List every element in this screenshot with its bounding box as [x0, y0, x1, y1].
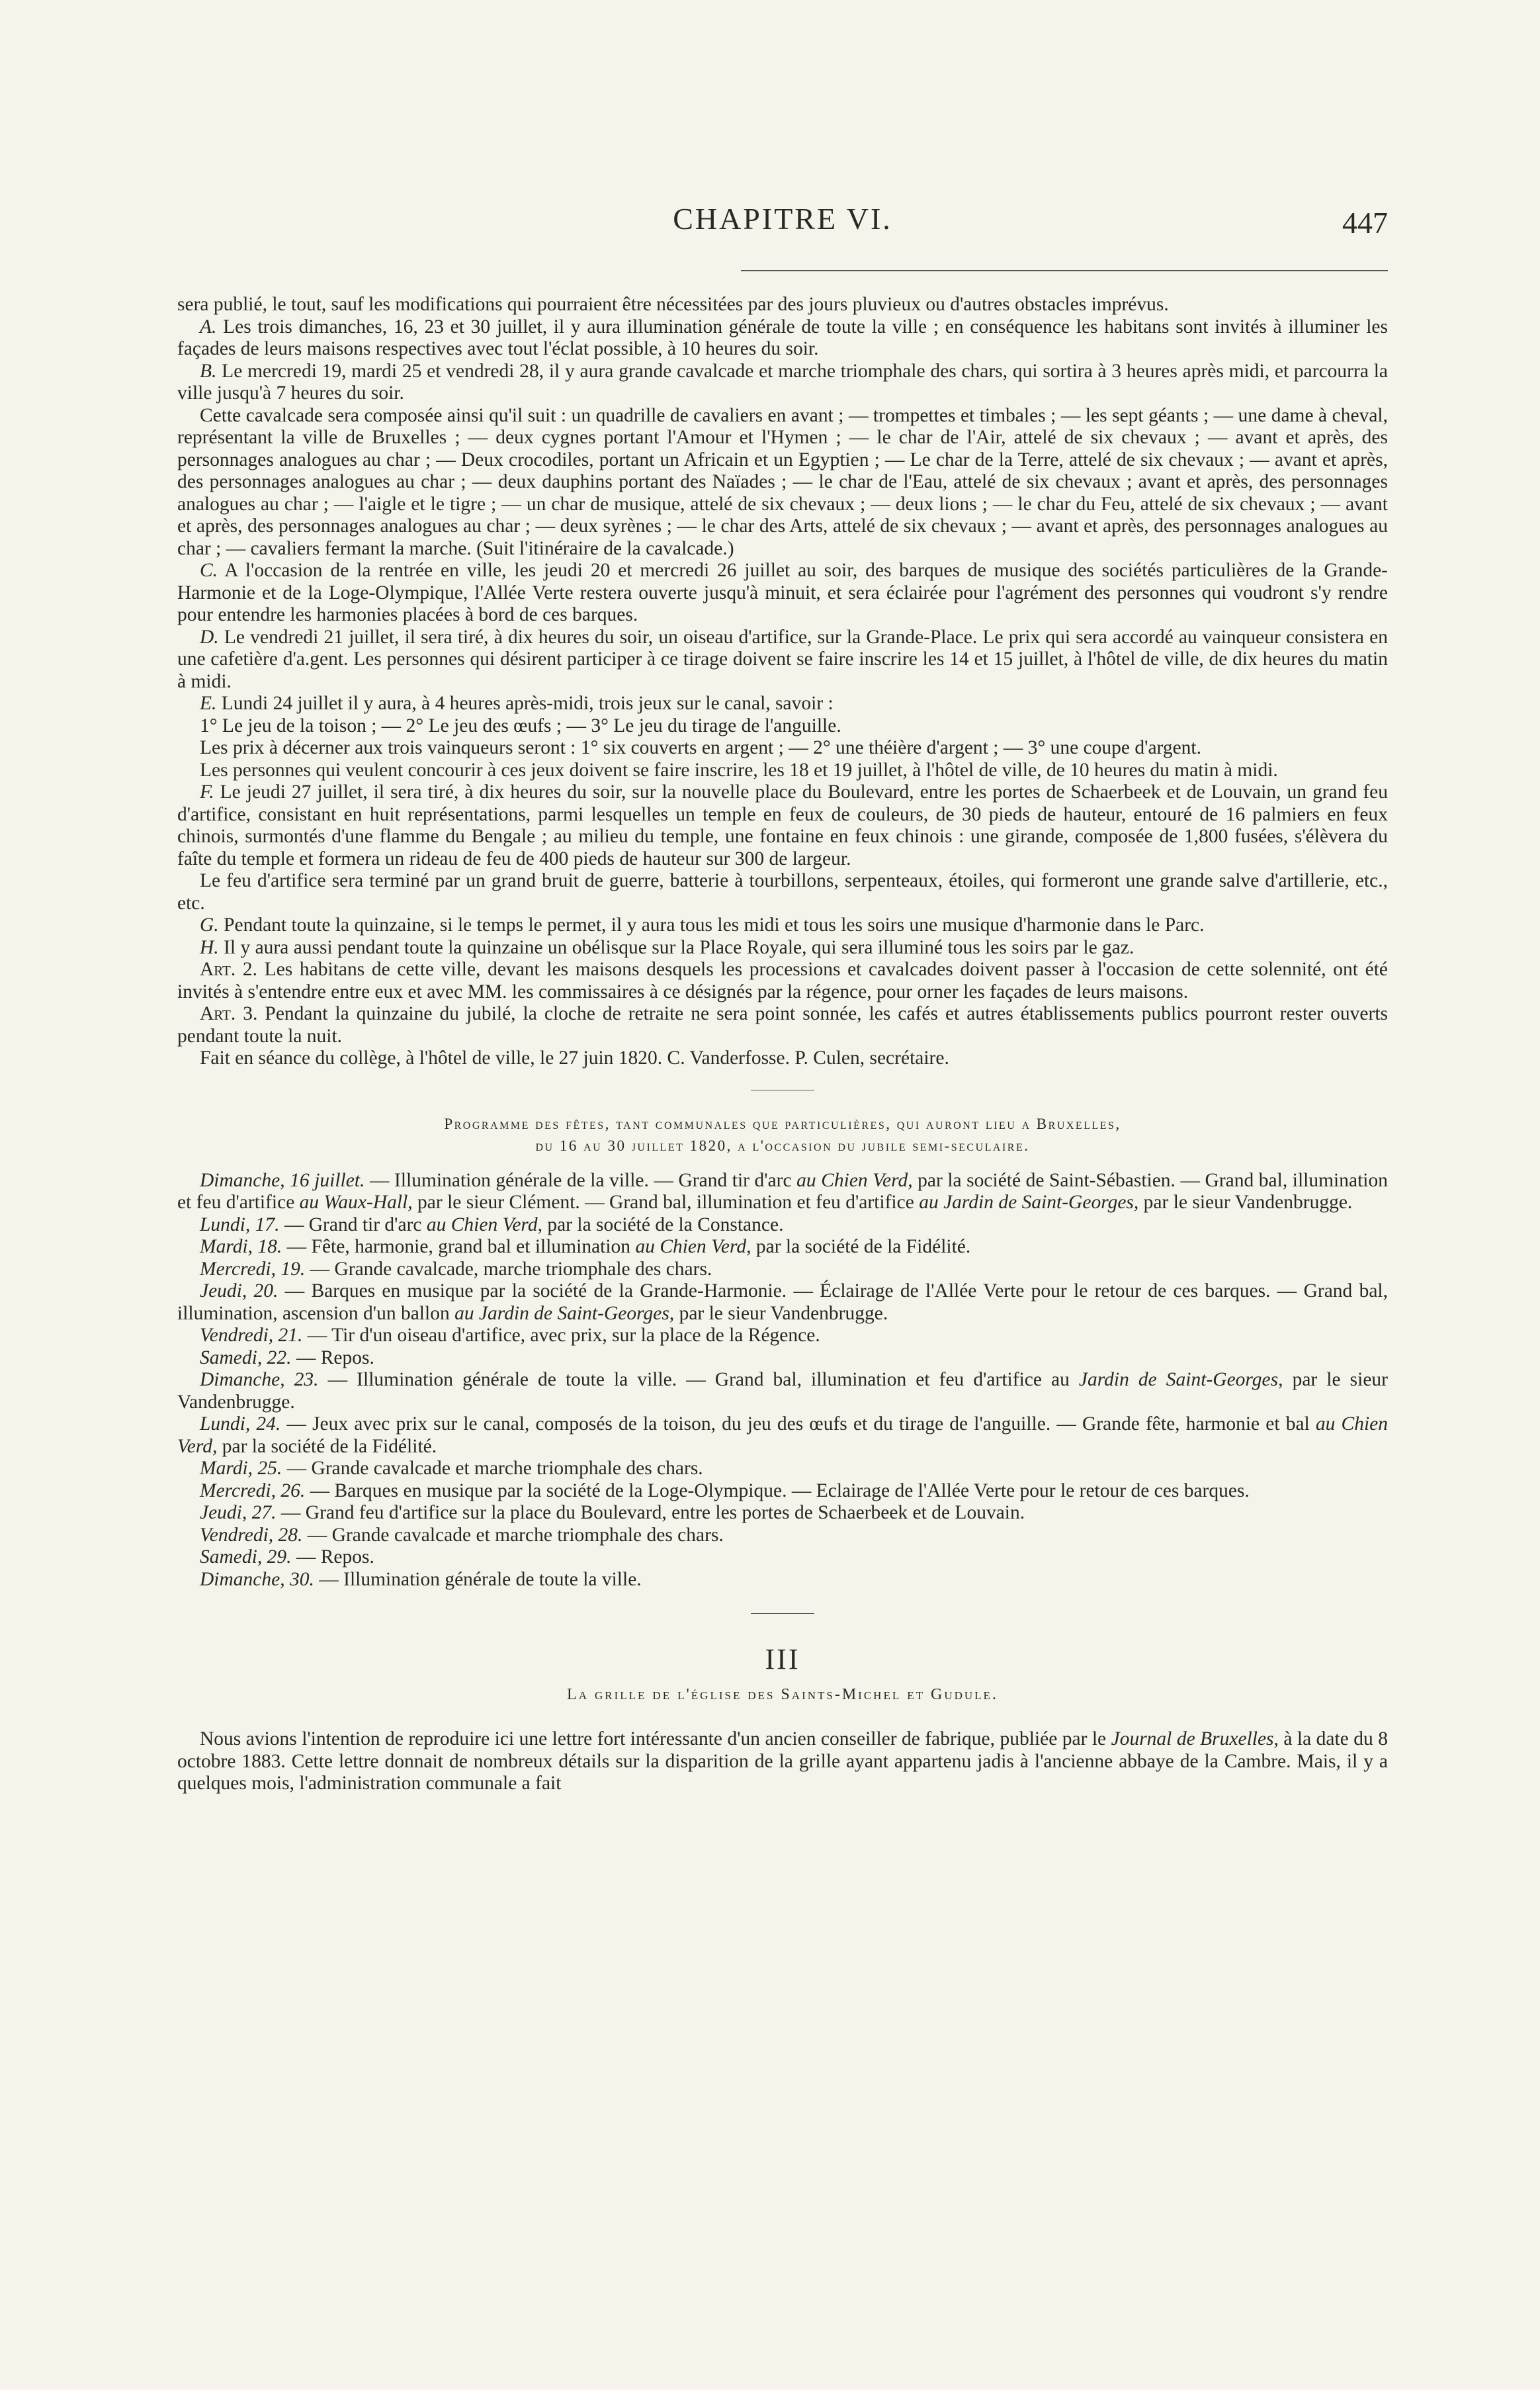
programme-text: — Fête, harmonie, grand bal et illumination — [282, 1236, 636, 1257]
section3-text-end: à la date du 8 octobre 1883. Cette lettre donnait de nombreux détails sur la disparition de la grille ayant appartenu jadis à l'ancienne abbaye de la Cambre. Mais, il y a quelques mois, l'administration communale a fait — [177, 1728, 1388, 1794]
programme-day: Dimanche, 16 juillet. — [200, 1169, 365, 1191]
article-text-h: Il y aura aussi pendant toute la quinzaine un obélisque sur la Place Royale, qui sera illuminé tous les soirs par le gaz. — [218, 936, 1134, 958]
programme-title — [177, 1113, 1388, 1157]
article-text-a: Les trois dimanches, 16, 23 et 30 juillet, il y aura illumination générale de toute la ville ; en conséquence les habitans sont invités à illuminer les façades de leurs maisons respectives avec tout l'éclat possible, à 10 heures du soir. — [177, 316, 1388, 359]
programme-day: Vendredi, 28. — [200, 1524, 303, 1546]
article-text-3: 3. Pendant la quinzaine du jubilé, la cloche de retraite ne sera point sonnée, les cafés et autres établissements publics pourront rester ouverts pendant toute la nuit. — [177, 1003, 1388, 1047]
paragraph-f — [177, 781, 1388, 870]
header-rule — [741, 270, 1388, 271]
programme-text: — Barques en musique par la société de la Loge-Olympique. — Eclairage de l'Allée Verte pour le retour de ces barques. — [305, 1480, 1250, 1501]
programme-text: par le sieur Vandenbrugge. — [177, 1369, 1388, 1413]
programme-text: — Jeux avec prix sur le canal, composés de la toison, du jeu des œufs et du tirage de l'anguille. — Grande fête, harmonie et bal — [280, 1413, 1316, 1435]
paragraph-cavalcade: Cette cavalcade sera composée ainsi qu'il suit : un quadrille de cavaliers en avant ; — trompettes et timbales ; — les sept géants ; — une dame à cheval, représentant la ville de Bruxelles ; — deux cygnes portant l'Amour et l'Hymen ; — le char de l'Air, attelé de six chevaux ; — avant et après, des personnages analogues au char ; — Deux crocodiles, portant un Africain et un Egyptien ; — Le char de la Terre, attelé de six chevaux ; — avant et après, des personnages analogues au char ; — deux dauphins portant des Naïades ; — le char de l'Eau, attelé de six chevaux ; avant et après, des personnages analogues au char ; — l'aigle et le tigre ; — un char de musique, attelé de six chevaux ; — deux lions ; — le char du Feu, attelé de six chevaux ; — avant et après, des personnages analogues au char ; — deux syrènes ; — le char des Arts, attelé de six chevaux ; — avant et après, des personnages analogues au char ; — cavaliers fermant la marche. (Suit l'itinéraire de la cavalcade.) — [177, 404, 1388, 559]
programme-entry — [177, 1546, 1388, 1569]
article-letter-c: C. — [200, 560, 218, 581]
section3-journal: Journal de Bruxelles, — [1111, 1728, 1279, 1749]
programme-entry — [177, 1369, 1388, 1413]
programme-entry — [177, 1502, 1388, 1525]
section-title: La grille de l'église des Saints-Michel et Gudule. — [567, 1685, 998, 1703]
paragraph-c — [177, 560, 1388, 627]
programme-text: — Repos. — [291, 1347, 374, 1368]
programme-entry — [177, 1525, 1388, 1547]
programme-entry — [177, 1280, 1388, 1325]
programme-text: — Grande cavalcade et marche triomphale des chars. — [282, 1458, 703, 1479]
programme-day: Mardi, 18. — [200, 1236, 282, 1257]
programme-text: par le sieur Clément. — Grand bal, illumination et feu d'artifice — [412, 1192, 920, 1213]
paragraph-a — [177, 316, 1388, 361]
article-text-2: 2. Les habitans de cette ville, devant les maisons desquels les processions et cavalcades doivent passer à l'occasion de cette solennité, ont été invités à s'entendre entre eux et avec MM. les commissaires à ce désignés par la régence, pour orner les façades de leurs maisons. — [177, 959, 1388, 1002]
paragraph-f-end: Le feu d'artifice sera terminé par un grand bruit de guerre, batterie à tourbillons, serpenteaux, étoiles, qui formeront une grande salve d'artillerie, etc., etc. — [177, 870, 1388, 914]
programme-day: Vendredi, 21. — [200, 1325, 303, 1346]
programme-entry — [177, 1458, 1388, 1480]
programme-entry — [177, 1325, 1388, 1347]
programme-venue: Jardin de Saint-Georges, — [1078, 1369, 1283, 1390]
article-text-f: Le jeudi 27 juillet, il sera tiré, à dix heures du soir, sur la nouvelle place du Boulevard, entre les portes de Schaerbeek et de Louvain, un grand feu d'artifice, consistant en huit représentations, parmi lesquelles un temple en feux de couleurs, de 30 pieds de hauteur, entouré de 16 palmiers en feux chinois, surmontés d'une flamme du Bengale ; au milieu du temple, une fontaine en feux chinois : une girande, composée de 1,800 fusées, s'élèvera du faîte du temple et formera un rideau de feu de 400 pieds de hauteur sur 300 de largeur. — [177, 781, 1388, 869]
programme-entry — [177, 1569, 1388, 1591]
page-number: 447 — [1342, 206, 1388, 240]
body-text — [177, 294, 1388, 1795]
paragraph-d — [177, 627, 1388, 693]
programme-text: par la société de la Fidélité. — [751, 1236, 971, 1257]
paragraph-e-registration: Les personnes qui veulent concourir à ces jeux doivent se faire inscrire, les 18 et 19 juillet, à l'hôtel de ville, de 10 heures du matin à midi. — [200, 759, 1278, 781]
programme-venue: au Chien Verd, — [426, 1214, 542, 1235]
article-letter-e: E. — [200, 693, 217, 714]
programme-list — [177, 1170, 1388, 1591]
programme-text: — Grande cavalcade et marche triomphale des chars. — [302, 1524, 724, 1546]
programme-text: par la société de Saint-Sébastien. — Grand bal, illumination et feu d'artifice — [177, 1169, 1388, 1213]
programme-venue: au Chien Verd, — [796, 1169, 913, 1191]
programme-venue: au Chien Verd, — [177, 1413, 1389, 1457]
paragraph-intro: sera publié, le tout, sauf les modifications qui pourraient être nécessitées par des jours pluvieux ou d'autres obstacles imprévus. — [177, 294, 1169, 315]
programme-day: Dimanche, 23. — [200, 1369, 319, 1390]
paragraph-b — [177, 361, 1388, 405]
programme-day: Samedi, 29. — [200, 1546, 292, 1568]
programme-entry — [177, 1259, 1388, 1281]
article-text-c: A l'occasion de la rentrée en ville, les jeudi 20 et mercredi 26 juillet au soir, des barques de musique des sociétés particulières de la Grande-Harmonie et de la Loge-Olympique, l'Allée Verte restera ouverte jusqu'à minuit, et sera éclairée pour l'agrément des personnes qui voudront s'y rendre pour entendre les harmonies placées à bord de ces barques. — [177, 560, 1388, 625]
programme-text: — Illumination générale de la ville. — Grand tir d'arc — [364, 1169, 797, 1191]
programme-venue: au Jardin de Saint-Georges, — [919, 1192, 1139, 1213]
programme-entry — [177, 1214, 1388, 1237]
article-text-e: Lundi 24 juillet il y aura, à 4 heures après-midi, trois jeux sur le canal, savoir : — [216, 693, 834, 714]
programme-text: — Illumination générale de toute la ville. — Grand bal, illumination et feu d'artifice au — [318, 1369, 1079, 1390]
article-letter-h: H. — [200, 936, 219, 958]
programme-day: Mercredi, 19. — [200, 1258, 306, 1280]
article-text-g: Pendant toute la quinzaine, si le temps le permet, il y aura tous les midi et tous les soirs une musique d'harmonie dans le Parc. — [218, 914, 1205, 936]
programme-venue: au Waux-Hall, — [299, 1192, 413, 1213]
chapter-title: CHAPITRE VI. — [673, 202, 892, 236]
programme-text: par la société de la Constance. — [542, 1214, 784, 1235]
article-label-3: Art. — [200, 1003, 236, 1024]
article-letter-g: G. — [200, 914, 219, 936]
article-label-2: Art. — [200, 959, 236, 980]
programme-day: Mercredi, 26. — [200, 1480, 306, 1501]
programme-text: par la société de la Fidélité. — [217, 1435, 437, 1457]
article-letter-b: B. — [200, 360, 217, 382]
programme-venue: au Chien Verd, — [635, 1236, 751, 1257]
programme-day: Jeudi, 27. — [200, 1502, 277, 1523]
programme-title-line2: du 16 au 30 juillet 1820, a l'occasion du jubile semi-seculaire. — [535, 1137, 1030, 1154]
programme-text: — Grand feu d'artifice sur la place du Boulevard, entre les portes de Schaerbeek et de Louvain. — [276, 1502, 1025, 1523]
programme-text: — Illumination générale de toute la ville. — [314, 1568, 642, 1590]
programme-day: Jeudi, 20. — [200, 1280, 278, 1302]
paragraph-section3 — [177, 1728, 1388, 1795]
paragraph-signature: Fait en séance du collège, à l'hôtel de ville, le 27 juin 1820. C. Vanderfosse. P. Culen, secrétaire. — [200, 1047, 949, 1069]
programme-text: — Tir d'un oiseau d'artifice, avec prix, sur la place de la Régence. — [302, 1325, 820, 1346]
article-text-b: Le mercredi 19, mardi 25 et vendredi 28, il y aura grande cavalcade et marche triomphale des chars, qui sortira à 3 heures après midi, et parcourra la ville jusqu'à 7 heures du soir. — [177, 360, 1388, 404]
programme-day: Lundi, 24. — [200, 1413, 281, 1435]
paragraph-h — [177, 937, 1388, 959]
programme-entry — [177, 1170, 1388, 1214]
section3-text-start: Nous avions l'intention de reproduire ici une lettre fort intéressante d'un ancien conseiller de fabrique, publiée par le — [200, 1728, 1111, 1749]
programme-text: par le sieur Vandenbrugge. — [674, 1302, 888, 1324]
programme-text: — Barques en musique par la société de la Grande-Harmonie. — Éclairage de l'Allée Verte pour le retour de ces barques. — Grand bal, illumination, ascension d'un ballon — [177, 1280, 1388, 1324]
programme-text: — Repos. — [291, 1546, 374, 1568]
programme-day: Lundi, 17. — [200, 1214, 280, 1235]
programme-text: — Grand tir d'arc — [279, 1214, 427, 1235]
programme-text: — Grande cavalcade, marche triomphale des chars. — [305, 1258, 712, 1280]
programme-text: par le sieur Vandenbrugge. — [1138, 1192, 1353, 1213]
programme-day: Mardi, 25. — [200, 1458, 282, 1479]
page-header — [177, 201, 1388, 241]
programme-venue: au Jardin de Saint-Georges, — [454, 1302, 675, 1324]
paragraph-art2 — [177, 959, 1388, 1003]
section-number: III — [765, 1643, 800, 1675]
programme-entry — [177, 1480, 1388, 1503]
paragraph-e-prizes: Les prix à décerner aux trois vainqueurs seront : 1° six couverts en argent ; — 2° une théière d'argent ; — 3° une coupe d'argent. — [200, 737, 1202, 758]
programme-entry — [177, 1236, 1388, 1259]
article-letter-f: F. — [200, 781, 214, 803]
paragraph-g — [177, 914, 1388, 937]
paragraph-e — [177, 693, 1388, 715]
programme-entry — [177, 1347, 1388, 1370]
paragraph-e-games: 1° Le jeu de la toison ; — 2° Le jeu des œufs ; — 3° Le jeu du tirage de l'anguille. — [200, 715, 841, 736]
programme-day: Samedi, 22. — [200, 1347, 292, 1368]
article-text-d: Le vendredi 21 juillet, il sera tiré, à dix heures du soir, un oiseau d'artifice, sur la Grande-Place. Le prix qui sera accordé au vainqueur consistera en une cafetière d'a.gent. Les personnes qui désirent participer à ce tirage doivent se faire inscrire les 14 et 15 juillet, à l'hôtel de ville, de dix heures du matin à midi. — [177, 626, 1388, 692]
programme-entry — [177, 1413, 1388, 1458]
paragraph-art3 — [177, 1003, 1388, 1047]
article-letter-a: A. — [200, 316, 217, 337]
section-divider-2 — [751, 1613, 814, 1614]
programme-day: Dimanche, 30. — [200, 1568, 314, 1590]
programme-title-line1: Programme des fêtes, tant communales que particulières, qui auront lieu a Bruxelles, — [444, 1115, 1121, 1132]
article-letter-d: D. — [200, 626, 219, 648]
